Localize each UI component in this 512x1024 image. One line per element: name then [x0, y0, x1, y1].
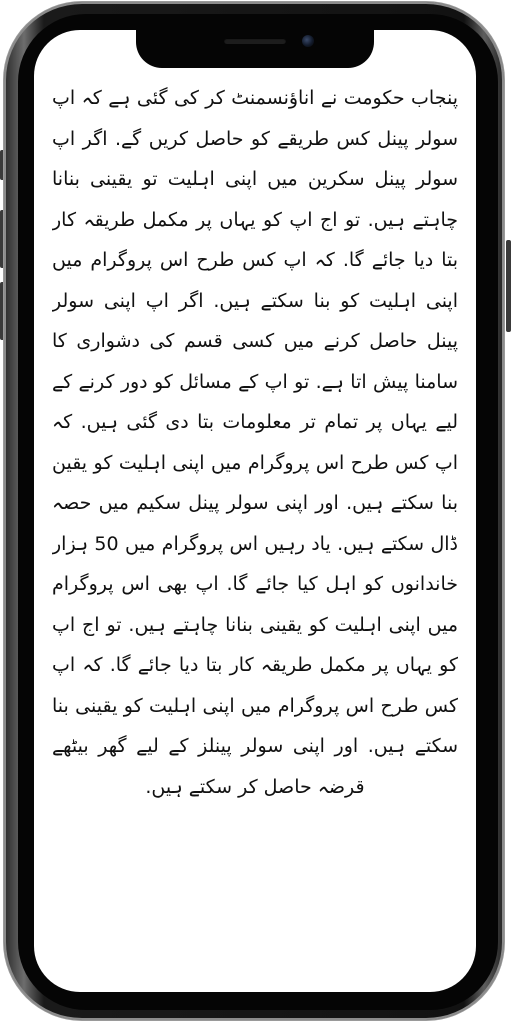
- article-text: پنجاب حکومت نے اناؤنسمنٹ کر کی گئی ہے کہ اپ سولر پینل کس طریقے کو حاصل کریں گے. اگر اپ سولر پینل سکرین میں اپنی اہلیت تو یقینی بنانا چاہتے ہیں. تو اج اپ کو یہاں پر مکمل طریقہ کار بتا دیا جائے گا. کہ اپ کس طرح اس پروگرام میں اپنی اہلیت کو بنا سکتے ہیں. اگر اپ اپنی سولر پینل حاصل کرنے میں کسی قسم کی دشواری کا سامنا پیش اتا ہے. تو اپ کے مسائل کو دور کرنے کے لیے یہاں پر تمام تر معلومات بتا دی گئی ہیں. کہ اپ کس طرح اس پروگرام میں اپنی اہلیت کو یقین بنا سکتے ہیں. اور اپنی سولر پینل سکیم میں حصہ ڈال سکتے ہیں. یاد رہیں اس پروگرام میں 50 ہزار خاندانوں کو اہل کیا جائے گا. اپ بھی اس پروگرام میں اپنی اہلیت کو یقینی بنانا چاہتے ہیں. تو اج اپ کو یہاں پر مکمل طریقہ کار بتا دیا جائے گا. کہ اپ کس طرح اس پروگرام میں اپنی اہلیت کو یقینی بنا سکتے ہیں. اور اپنی سولر پینلز کے لیے گھر بیٹھے قرضہ حاصل کر سکتے ہیں.: [52, 87, 458, 798]
- phone-screen[interactable]: [34, 30, 476, 992]
- power-button: [506, 240, 511, 332]
- speaker-grille: [224, 38, 286, 44]
- notch: [136, 28, 374, 68]
- front-camera-icon: [302, 35, 314, 47]
